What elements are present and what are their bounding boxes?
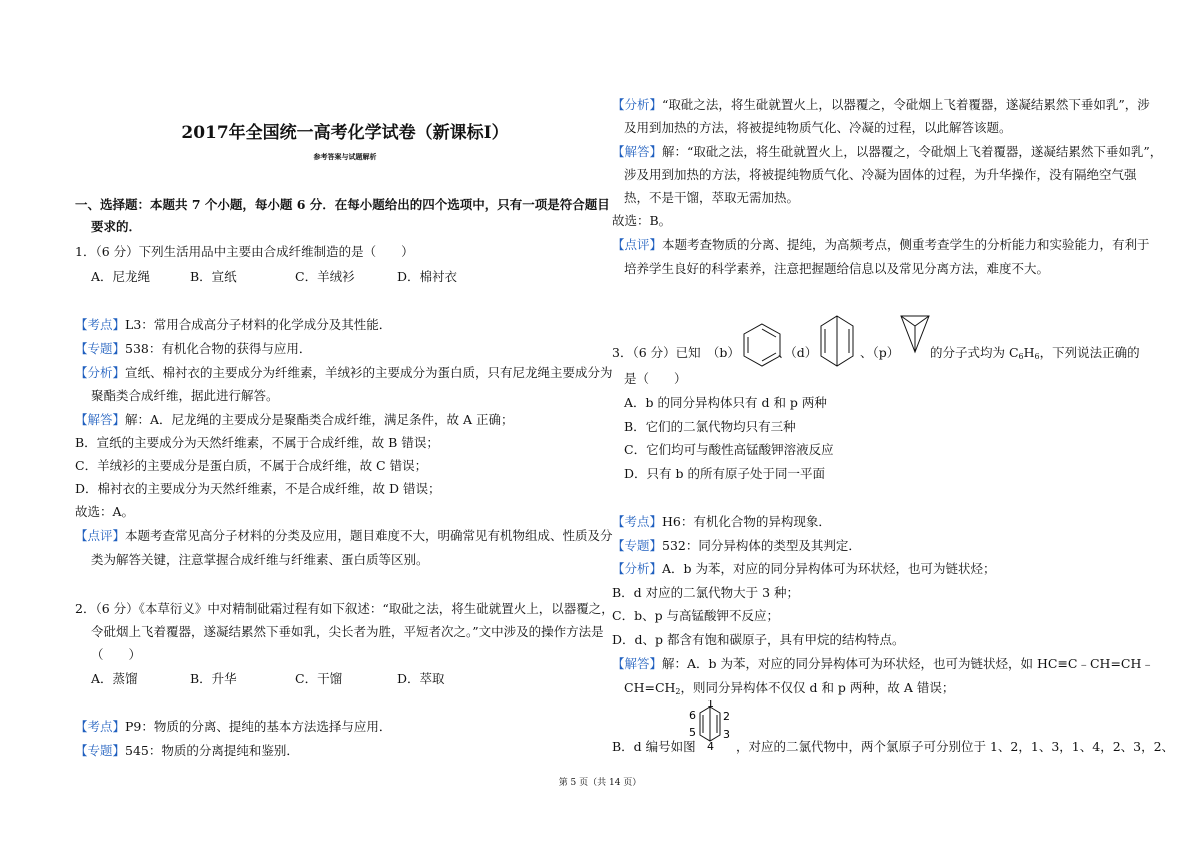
q2-option-b: B．升华 [190, 671, 237, 686]
q3-formula-rest: ，下列说法正确的 [1039, 345, 1140, 360]
q3-formula-text: 的分子式均为 C [930, 345, 1019, 360]
q1-fenxi-text2: 聚酯类合成纤维，据此进行解答。 [91, 388, 279, 403]
q3-stem2: 是（ ） [624, 371, 687, 386]
page-footer: 第 5 页（共 14 页） [558, 778, 642, 788]
tag-jieda: 【解答】 [75, 412, 126, 427]
q1-dianping-text1: 本题考查常见高分子材料的分类及应用，题目难度不大，明确常见有机物组成、性质及分 [125, 528, 613, 543]
q2-fenxi-text1: “取砒之法，将生砒就置火上，以器覆之，令砒烟上飞着覆器，遂凝结累然下垂如乳”，涉 [662, 97, 1150, 112]
q3-jieda-text3a: B．d 编号如图 [612, 739, 696, 754]
q3-stem-sep2: 、（p） [860, 345, 900, 360]
q1-fenxi-text1: 宣纸、棉衬衣的主要成分为纤维素，羊绒衫的主要成分为蛋白质，只有尼龙绳主要成分为 [125, 365, 613, 380]
q1-stem: 1．（6 分）下列生活用品中主要由合成纤维制造的是（ ） [75, 244, 414, 259]
tag-fenxi: 【分析】 [612, 97, 663, 112]
q2-dianping-text2: 培养学生良好的科学素养，注意把握题给信息以及常见分离方法，难度不大。 [624, 261, 1050, 276]
q3-fenxi-text4: D．d、p 都含有饱和碳原子，具有甲烷的结构特点。 [612, 632, 905, 647]
q1-jieda-text2: B．宣纸的主要成分为天然纤维素，不属于合成纤维，故 B 错误； [75, 435, 439, 450]
q2-zhuanti [75, 742, 299, 760]
q3-jieda [612, 655, 1154, 673]
q1-option-a: A．尼龙绳 [91, 269, 151, 284]
tag-zhuanti: 【专题】 [75, 743, 126, 758]
tag-zhuanti: 【专题】 [612, 538, 663, 553]
q3-jieda-text1: 解：A．b 为苯，对应的同分异构体可为环状烃，也可为链状烃，如 HC≡C﹣CH=CH﹣ [662, 656, 1154, 671]
q1-zhuanti-text: 538：有机化合物的获得与应用． [125, 341, 312, 356]
q1-jieda-text1: 解：A．尼龙绳的主要成分是聚酯类合成纤维，满足条件，故 A 正确； [125, 412, 514, 427]
q3-fenxi-text1: A．b 为苯，对应的同分异构体可为环状烃，也可为链状烃； [662, 561, 996, 576]
q2-stem2: 令砒烟上飞着覆器，遂凝结累然下垂如乳，尖长者为胜，平短者次之。”文中涉及的操作方法是 [91, 624, 604, 639]
q1-kaodian [75, 316, 391, 334]
q1-jieda-text3: C．羊绒衫的主要成分是蛋白质，不属于合成纤维，故 C 错误； [75, 458, 428, 473]
tag-kaodian: 【考点】 [75, 317, 126, 332]
q3-jieda-ch: CH=CH [624, 680, 676, 695]
tag-zhuanti: 【专题】 [75, 341, 126, 356]
prismane-structure-icon [898, 312, 932, 356]
section-heading-line1: 一、选择题：本题共 7 个小题，每小题 6 分．在每小题给出的四个选项中，只有一项是符合题目 [75, 197, 610, 212]
q3-kaodian [612, 513, 831, 531]
q2-fenxi-text2: 及用到加热的方法，将被提纯物质气化、冷凝的过程，以此解答该题。 [624, 120, 1012, 135]
q3-jieda-sub: 2 [675, 687, 681, 696]
q1-option-d: D．棉衬衣 [397, 269, 458, 284]
page-title: 2017年全国统一高考化学试卷（新课标Ⅰ） [181, 123, 509, 143]
q2-stem3: （ ） [91, 647, 142, 662]
q2-stem1: 2．（6 分）《本草衍义》中对精制砒霜过程有如下叙述：“取砒之法，将生砒就置火上，以器覆之， [75, 601, 614, 616]
q1-option-c: C．羊绒衫 [295, 269, 355, 284]
tag-fenxi: 【分析】 [612, 561, 663, 576]
q1-fenxi [75, 364, 613, 382]
q2-jieda [612, 143, 1162, 161]
q1-jieda [75, 411, 514, 429]
q3-fenxi [612, 560, 996, 578]
q3-zhuanti [612, 537, 861, 555]
q1-jieda-text4: D．棉衬衣的主要成分为天然纤维素，不是合成纤维，故 D 错误； [75, 481, 441, 496]
q2-option-c: C．干馏 [295, 671, 343, 686]
q3-zhuanti-text: 532：同分异构体的类型及其判定． [662, 538, 861, 553]
q2-kaodian [75, 718, 391, 736]
q3-option-b: B．它们的二氯代物均只有三种 [624, 419, 796, 434]
q3-formula-h: H [1023, 345, 1035, 360]
q2-jieda-text1: 解：“取砒之法，将生砒就置火上，以器覆之，令砒烟上飞着覆器，遂凝结累然下垂如乳”， [662, 144, 1163, 159]
atom-number-1: 1 [707, 700, 714, 710]
atom-number-2: 2 [723, 710, 730, 723]
q2-dianping-text1: 本题考查物质的分离、提纯，为高频考点，侧重考查学生的分析能力和实验能力，有利于 [662, 237, 1150, 252]
q3-option-a: A．b 的同分异构体只有 d 和 p 两种 [624, 395, 827, 410]
q1-answer: 故选：A。 [75, 504, 135, 519]
atom-number-6: 6 [689, 709, 696, 722]
q1-kaodian-text: L3：常用合成高分子材料的化学成分及其性能． [125, 317, 392, 332]
q3-fenxi-text2: B．d 对应的二氯代物大于 3 种； [612, 585, 800, 600]
page-subtitle: 参考答案与试题解析 [313, 152, 377, 161]
q3-jieda-text2 [624, 679, 954, 701]
tag-dianping: 【点评】 [75, 528, 126, 543]
q3-stem-sep1: 、（d） [778, 345, 818, 360]
q2-dianping [612, 236, 1150, 254]
atom-number-3: 3 [723, 728, 730, 741]
q3-stem-formula [930, 344, 1140, 366]
q3-jieda-text3b: ，对应的二氯代物中，两个氯原子可分别位于 1、2，1、3，1、4，2、3，2、 [736, 739, 1175, 754]
dewar-benzene-structure-icon [817, 312, 857, 370]
atom-number-4: 4 [707, 740, 714, 750]
q3-option-c: C．它们均可与酸性高锰酸钾溶液反应 [624, 442, 834, 457]
section-heading-line2: 要求的． [91, 219, 142, 234]
q1-dianping [75, 527, 613, 545]
q3-stem-start: 3．（6 分）已知 （b） [612, 345, 740, 360]
q2-option-a: A．蒸馏 [91, 671, 138, 686]
q3-jieda-rest: ，则同分异构体不仅仅 d 和 p 两种，故 A 错误； [680, 680, 955, 695]
tag-dianping: 【点评】 [612, 237, 663, 252]
q2-kaodian-text: P9：物质的分离、提纯的基本方法选择与应用． [125, 719, 392, 734]
q2-answer: 故选：B。 [612, 213, 672, 228]
q2-option-d: D．萃取 [397, 671, 445, 686]
q2-fenxi [612, 96, 1150, 114]
q3-formula-sub1: 6 [1018, 352, 1024, 361]
q3-fenxi-text3: C．b、p 与高锰酸钾不反应； [612, 608, 780, 623]
q2-jieda-text2: 涉及用到加热的方法，将被提纯物质气化、冷凝为固体的过程，为升华操作，没有隔绝空气强 [624, 167, 1137, 182]
q3-option-d: D．只有 b 的所有原子处于同一平面 [624, 466, 825, 481]
q1-dianping-text2: 类为解答关键，注意掌握合成纤维与纤维素、蛋白质等区别。 [91, 552, 429, 567]
tag-jieda: 【解答】 [612, 144, 663, 159]
tag-fenxi: 【分析】 [75, 365, 126, 380]
q1-zhuanti [75, 340, 311, 358]
atom-number-5: 5 [689, 726, 696, 739]
tag-kaodian: 【考点】 [612, 514, 663, 529]
q2-jieda-text3: 热，不是干馏，萃取无需加热。 [624, 190, 800, 205]
q1-option-b: B．宣纸 [190, 269, 237, 284]
tag-jieda: 【解答】 [612, 656, 663, 671]
q3-formula-sub2: 6 [1034, 352, 1040, 361]
q2-zhuanti-text: 545：物质的分离提纯和鉴别． [125, 743, 299, 758]
tag-kaodian: 【考点】 [75, 719, 126, 734]
q3-kaodian-text: H6：有机化合物的异构现象． [662, 514, 831, 529]
